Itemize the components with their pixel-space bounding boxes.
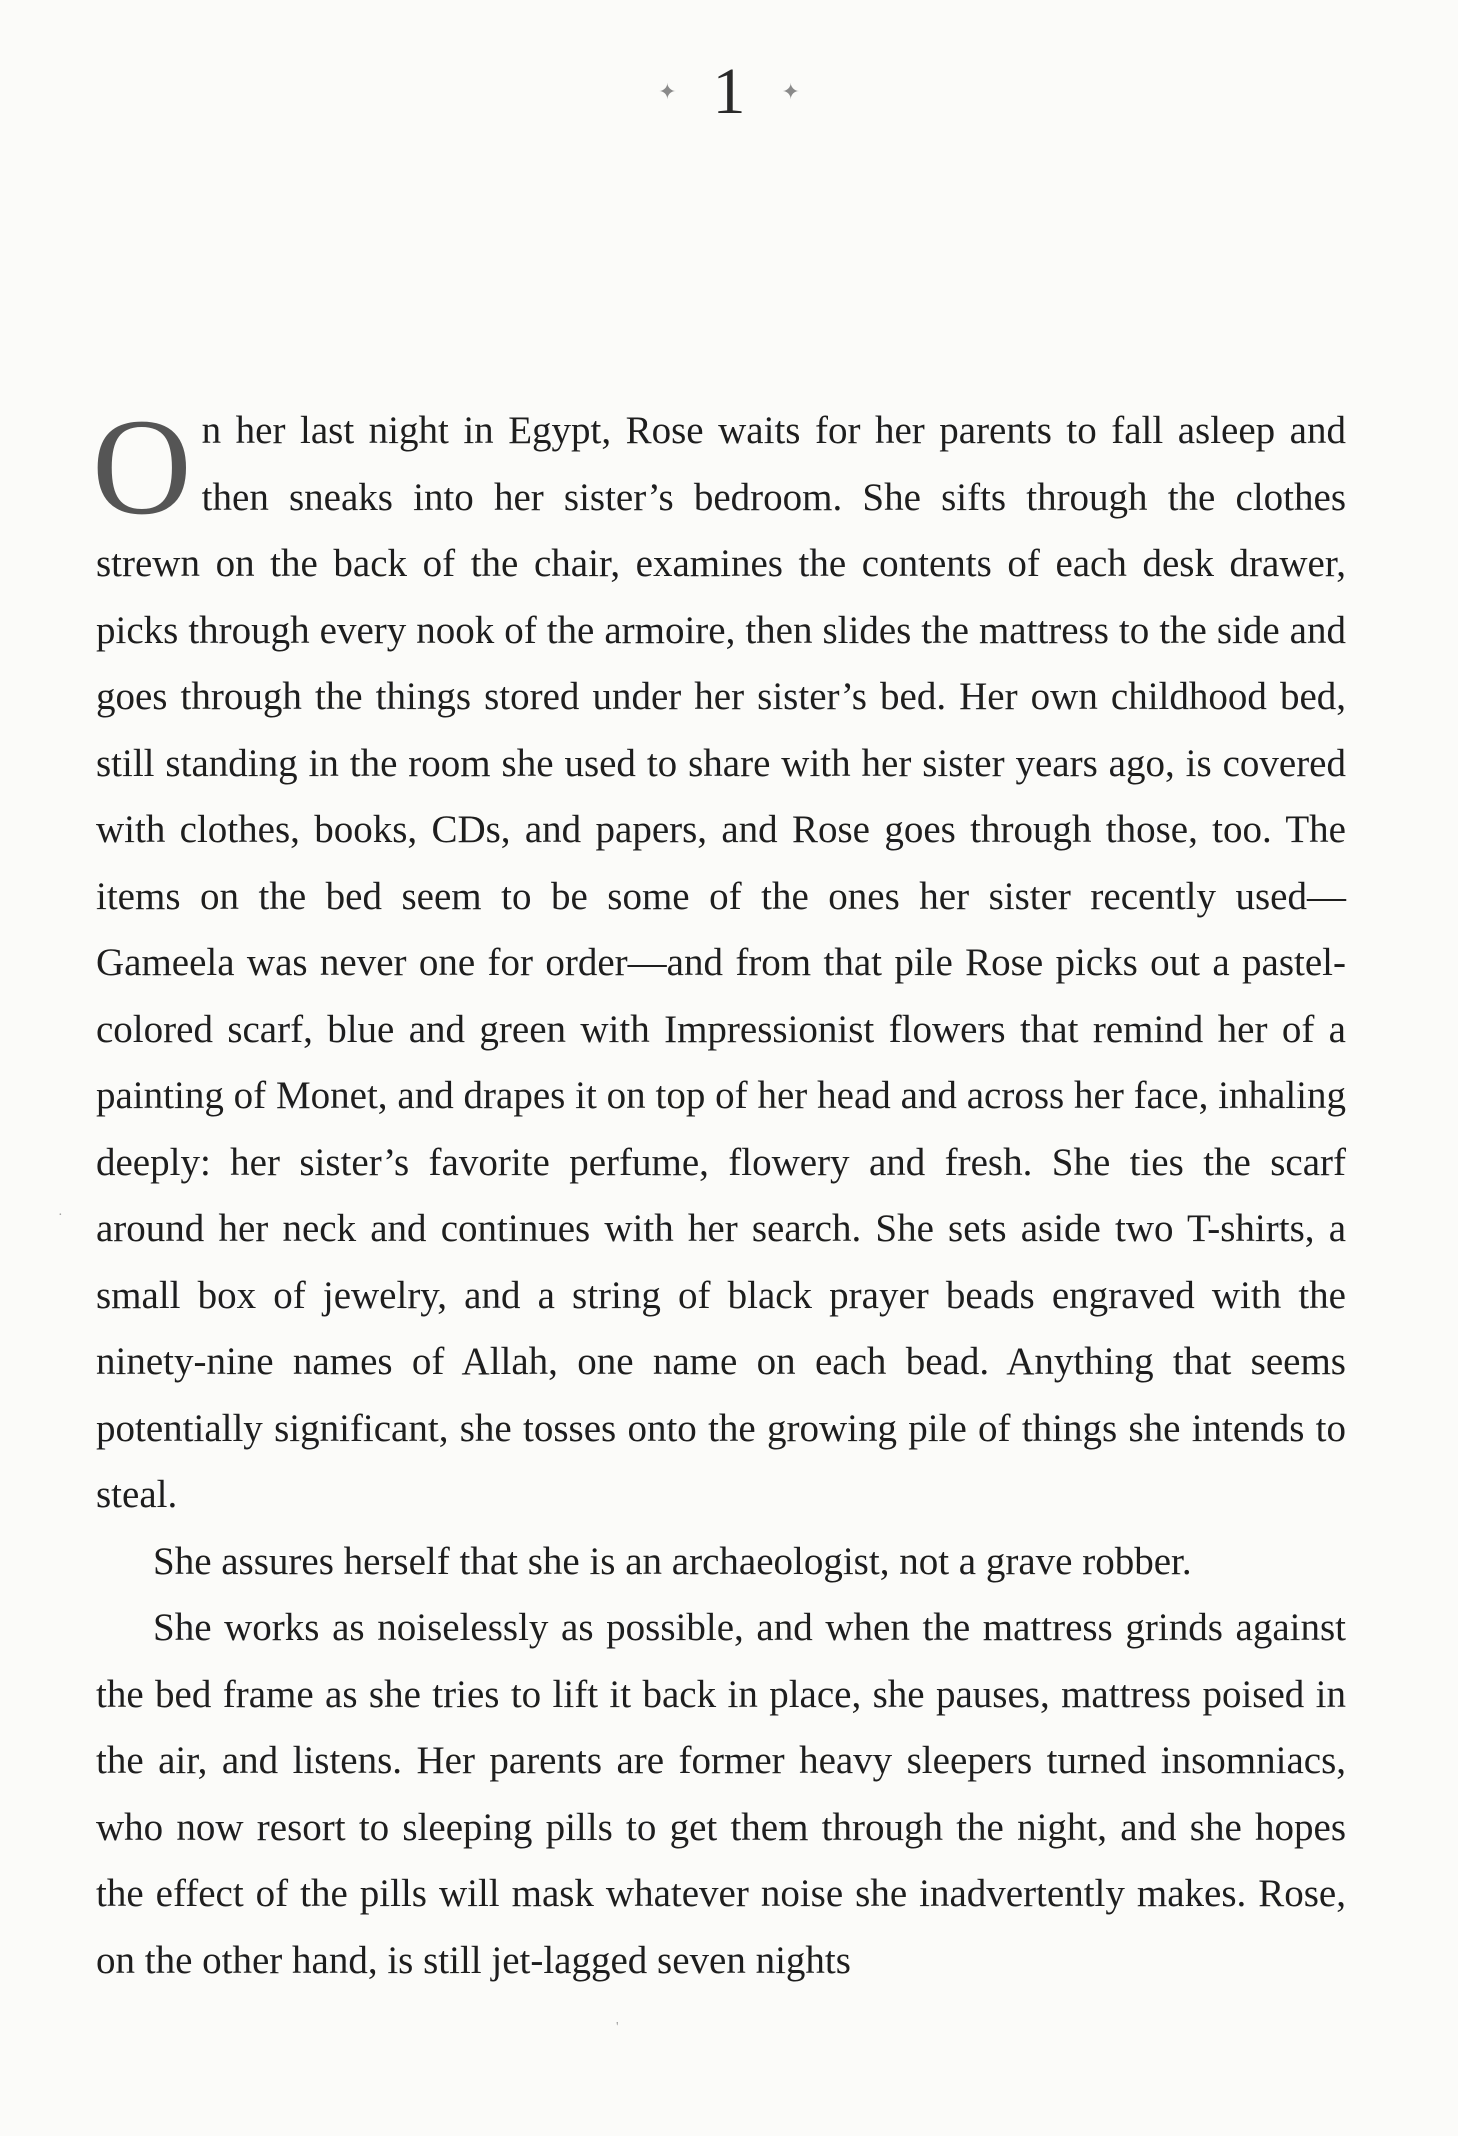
paragraph-1-text: n her last night in Egypt, Rose waits for her parents to fall asleep and then sneaks into her sister’s bedroom. She sifts through the clothes strewn on the back of the chair, examines the contents of each desk drawer, picks through every nook of the armoire, then slides the mattress to the side and goes through the things stored under her sister’s bed. Her own childhood bed, still standing in the room she used to share with her sister years ago, is covered with clothes, books, CDs, and papers, and Rose goes through those, too. The items on the bed seem to be some of the ones her sister recently used—Gameela was never one for order—and from that pile Rose picks out a pastel-colored scarf, blue and green with Impressionist flowers that remind her of a painting of Monet, and drapes it on top of her head and across her face, inhaling deeply: her sister’s favorite perfume, flowery and fresh. She ties the scarf around her neck and continues with her search. She sets aside two T-shirts, a small box of jewelry, and a string of black prayer beads engraved with the ninety-nine names of Allah, one name on each bead. Anything that seems potentially significant, she tosses onto the growing pile of things she intends to steal. — [96, 409, 1346, 1516]
ornament-left-icon: ✦ — [658, 78, 677, 104]
paragraph-1 — [92, 390, 1346, 1529]
scan-speck: ' — [616, 2020, 619, 2035]
chapter-number: 1 — [712, 55, 746, 128]
chapter-body — [92, 390, 1346, 1994]
paragraph-2: She assures herself that she is an archaeologist, not a grave robber. — [153, 1539, 1192, 1583]
drop-cap: O — [92, 390, 192, 543]
ornament-right-icon: ✦ — [781, 78, 800, 104]
scan-speck: · — [58, 1208, 63, 1223]
paragraph-3: She works as noiselessly as possible, and when the mattress grinds against the bed frame as she tries to lift it back in place, she pauses, mattress poised in the air, and listens. Her parents are former heavy sleepers turned insomniacs, who now resort to sleeping pills to get them through the night, and she hopes the effect of the pills will mask whatever noise she inadvertently makes. Rose, on the other hand, is still jet-lagged seven nights — [96, 1606, 1346, 1982]
chapter-heading — [0, 52, 1458, 138]
